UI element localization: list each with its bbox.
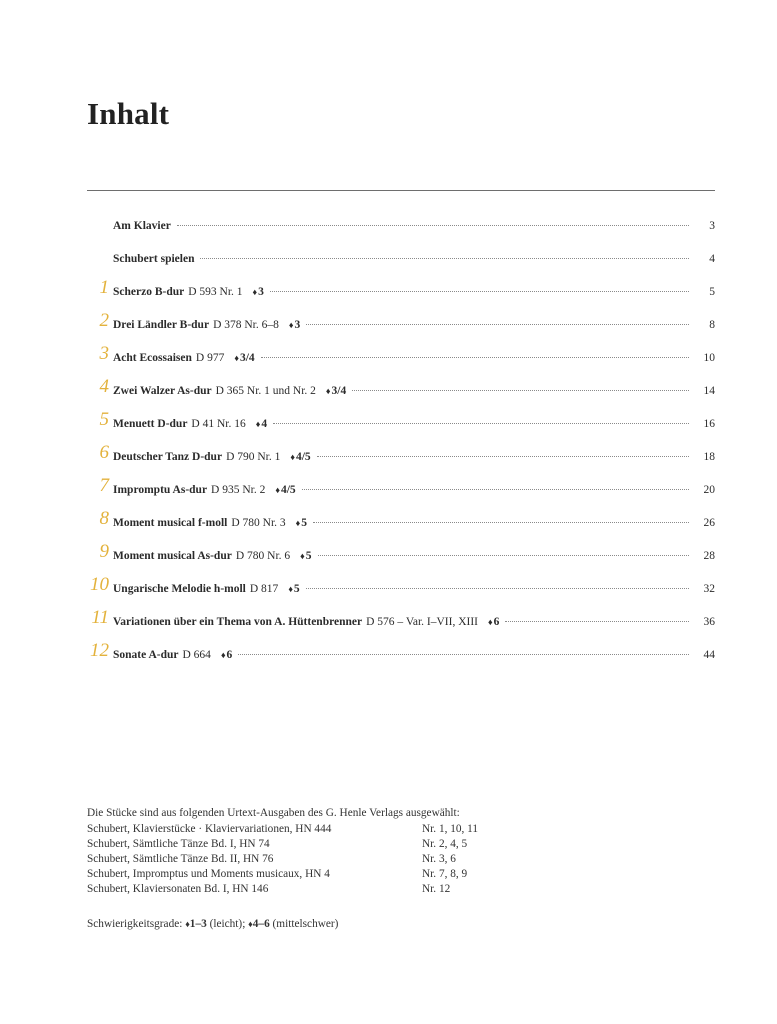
diamond-icon: ♦: [288, 584, 293, 594]
legend-medium-text: (mittelschwer): [272, 918, 339, 930]
toc-entry-line: [113, 380, 715, 402]
source-numbers: Nr. 2, 4, 5: [422, 838, 468, 850]
toc-entry-page: 4: [709, 253, 715, 265]
diamond-icon: ♦: [252, 287, 258, 297]
toc-entry-difficulty: [234, 347, 254, 369]
toc-entry-catalog: D 378 Nr. 6–8: [213, 319, 279, 331]
sources-intro: Die Stücke sind aus folgenden Urtext-Ausgaben des G. Henle Verlags ausgewählt:: [87, 807, 460, 819]
toc-entry-page: 26: [703, 517, 715, 529]
toc-entry-line: [113, 644, 715, 666]
toc-entry[interactable]: [87, 574, 715, 600]
dot-leader: [200, 258, 689, 259]
toc-entry-number: 5: [99, 409, 109, 430]
toc-entry-page: 44: [703, 649, 715, 661]
diamond-icon: ♦: [220, 650, 226, 660]
source-title: Schubert, Impromptus und Moments musicaux, HN 4: [87, 868, 330, 880]
toc-entry-difficulty: [300, 545, 311, 567]
toc-entry-difficulty: [288, 578, 299, 600]
dot-leader: [306, 324, 689, 325]
diamond-icon: ♦: [487, 617, 493, 627]
toc-entry[interactable]: [87, 607, 715, 633]
dot-leader: [352, 390, 689, 391]
difficulty-value: 5: [301, 517, 307, 529]
difficulty-value: 6: [493, 616, 500, 628]
toc-entry-page: 18: [703, 451, 715, 463]
toc-entry[interactable]: [87, 409, 715, 435]
toc-entry-title: Drei Ländler B-dur: [113, 319, 210, 331]
difficulty-value: 3/4: [331, 385, 347, 397]
toc-entry-line: [113, 281, 715, 303]
toc-entry[interactable]: [87, 248, 715, 270]
diamond-icon: ♦: [255, 419, 261, 429]
difficulty-value: 5: [293, 583, 300, 595]
toc-entry-page: 36: [703, 616, 715, 628]
difficulty-value: 4: [261, 418, 268, 430]
source-title: Schubert, Klavierstücke · Klaviervariationen, HN 444: [87, 823, 332, 835]
toc-entry-difficulty: [253, 281, 264, 303]
toc-entry-page: 32: [703, 583, 715, 595]
toc-entry-line: [113, 545, 715, 567]
source-title: Schubert, Sämtliche Tänze Bd. II, HN 76: [87, 853, 274, 865]
toc-entry-line: [113, 446, 715, 468]
toc-entry-catalog: D 977: [195, 352, 225, 364]
toc-entry-number: 8: [99, 508, 109, 529]
dot-leader: [313, 522, 689, 523]
dot-leader: [238, 654, 689, 655]
dot-leader: [273, 423, 689, 424]
toc-entry-line: [113, 215, 715, 237]
toc-entry-number: 4: [99, 376, 109, 397]
toc-entry-catalog: D 935 Nr. 2: [211, 484, 266, 496]
toc-entry-title: Sonate A-dur: [113, 649, 179, 661]
toc-entry-difficulty: [256, 413, 267, 435]
toc-entry-difficulty: [296, 512, 307, 534]
difficulty-value: 3/4: [239, 352, 255, 364]
toc-entry-title: Acht Ecossaisen: [113, 352, 192, 364]
toc-entry-title: Deutscher Tanz D-dur: [113, 451, 223, 463]
toc-entry-number: 3: [99, 343, 109, 364]
toc-entry-difficulty: [289, 314, 300, 336]
toc-entry-line: [113, 512, 715, 534]
difficulty-value: 6: [226, 649, 233, 661]
dot-leader: [318, 555, 690, 556]
toc-entry-catalog: D 41 Nr. 16: [191, 418, 246, 430]
toc-entry-catalog: D 780 Nr. 6: [235, 550, 291, 562]
difficulty-legend: [87, 918, 338, 930]
diamond-icon: ♦: [234, 353, 239, 363]
toc-entry-title: Moment musical As-dur: [113, 550, 232, 562]
toc-entry-line: [113, 248, 715, 270]
source-numbers: Nr. 12: [422, 883, 451, 895]
toc-entry-difficulty: [326, 380, 346, 402]
toc-entry[interactable]: [87, 508, 715, 534]
toc-entry-difficulty: [290, 446, 310, 468]
toc-entry-number: 12: [90, 640, 109, 661]
toc-entry-number: 1: [99, 277, 109, 298]
toc-entry-difficulty: [488, 611, 499, 633]
toc-entry-difficulty: [221, 644, 232, 666]
toc-entry-catalog: D 593 Nr. 1: [188, 286, 243, 298]
title-rule: [87, 190, 715, 191]
toc-entry-page: 14: [703, 385, 715, 397]
toc-entry-line: [113, 578, 715, 600]
toc-entry-line: [113, 611, 715, 633]
source-numbers: Nr. 7, 8, 9: [422, 868, 468, 880]
legend-label: Schwierigkeitsgrade:: [87, 918, 183, 930]
toc-entry-line: [113, 479, 715, 501]
toc-entry[interactable]: [87, 310, 715, 336]
toc-entry-line: [113, 413, 715, 435]
toc-entry-number: 11: [91, 607, 109, 628]
toc-entry-page: 16: [703, 418, 715, 430]
legend-easy-range: 1–3: [189, 918, 207, 930]
dot-leader: [306, 588, 689, 589]
toc-entry-title: Am Klavier: [113, 220, 171, 232]
dot-leader: [177, 225, 689, 226]
toc-entry[interactable]: [87, 343, 715, 369]
legend-easy-text: (leicht);: [209, 918, 246, 930]
toc-entry-catalog: D 790 Nr. 1: [226, 451, 281, 463]
diamond-icon: ♦: [300, 551, 305, 561]
source-numbers: Nr. 3, 6: [422, 853, 456, 865]
toc-entry-title: Impromptu As-dur: [113, 484, 208, 496]
dot-leader: [302, 489, 689, 490]
toc-entry-page: 5: [709, 286, 715, 298]
difficulty-value: 3: [258, 286, 264, 298]
toc-entry-number: 9: [99, 541, 109, 562]
toc-entry[interactable]: [87, 277, 715, 303]
difficulty-value: 3: [294, 319, 301, 331]
toc-entry-title: Variationen über ein Thema von A. Hüttenbrenner: [113, 616, 363, 628]
toc-entry-page: 28: [703, 550, 715, 562]
dot-leader: [505, 621, 689, 622]
diamond-icon: ♦: [325, 386, 331, 396]
toc-entry-catalog: D 817: [249, 583, 279, 595]
toc-entry-title: Schubert spielen: [113, 253, 195, 265]
diamond-icon: ♦: [185, 919, 190, 929]
toc-entry-title: Moment musical f-moll: [113, 517, 228, 529]
toc-entry[interactable]: [87, 475, 715, 501]
legend-medium-range: 4–6: [252, 918, 270, 930]
difficulty-value: 5: [305, 550, 312, 562]
difficulty-value: 4/5: [280, 484, 296, 496]
toc-entry[interactable]: [87, 640, 715, 666]
source-title: Schubert, Sämtliche Tänze Bd. I, HN 74: [87, 838, 270, 850]
diamond-icon: ♦: [295, 518, 301, 528]
toc-entry-catalog: D 780 Nr. 3: [231, 517, 286, 529]
toc-entry-number: 7: [99, 475, 109, 496]
toc-entry-title: Menuett D-dur: [113, 418, 188, 430]
toc-entry[interactable]: [87, 541, 715, 567]
toc-entry-catalog: D 576 – Var. I–VII, XIII: [366, 616, 478, 628]
toc-entry-difficulty: [275, 479, 295, 501]
source-numbers: Nr. 1, 10, 11: [422, 823, 479, 835]
diamond-icon: ♦: [288, 320, 294, 330]
toc-entry-page: 10: [703, 352, 715, 364]
toc-entry-catalog: D 365 Nr. 1 und Nr. 2: [215, 385, 316, 397]
diamond-icon: ♦: [290, 452, 295, 462]
dot-leader: [317, 456, 689, 457]
toc-entry-title: Scherzo B-dur: [113, 286, 185, 298]
dot-leader: [270, 291, 689, 292]
toc-entry-page: 3: [709, 220, 715, 232]
toc-entry-catalog: D 664: [182, 649, 211, 661]
dot-leader: [261, 357, 689, 358]
toc-entry[interactable]: [87, 376, 715, 402]
toc-entry-line: [113, 314, 715, 336]
toc-entry-line: [113, 347, 715, 369]
toc-entry-page: 8: [709, 319, 715, 331]
toc-entry-number: 6: [99, 442, 109, 463]
toc-entry-title: Zwei Walzer As-dur: [113, 385, 212, 397]
toc-entry-page: 20: [703, 484, 715, 496]
difficulty-value: 4/5: [295, 451, 311, 463]
diamond-icon: ♦: [275, 485, 280, 495]
toc-entry-number: 2: [99, 310, 109, 331]
toc-entry-number: 10: [90, 574, 109, 595]
page-title: Inhalt: [87, 96, 170, 131]
diamond-icon: ♦: [248, 919, 253, 929]
toc-entry-title: Ungarische Melodie h-moll: [113, 583, 246, 595]
source-title: Schubert, Klaviersonaten Bd. I, HN 146: [87, 883, 269, 895]
toc-entry[interactable]: [87, 215, 715, 237]
toc-entry[interactable]: [87, 442, 715, 468]
